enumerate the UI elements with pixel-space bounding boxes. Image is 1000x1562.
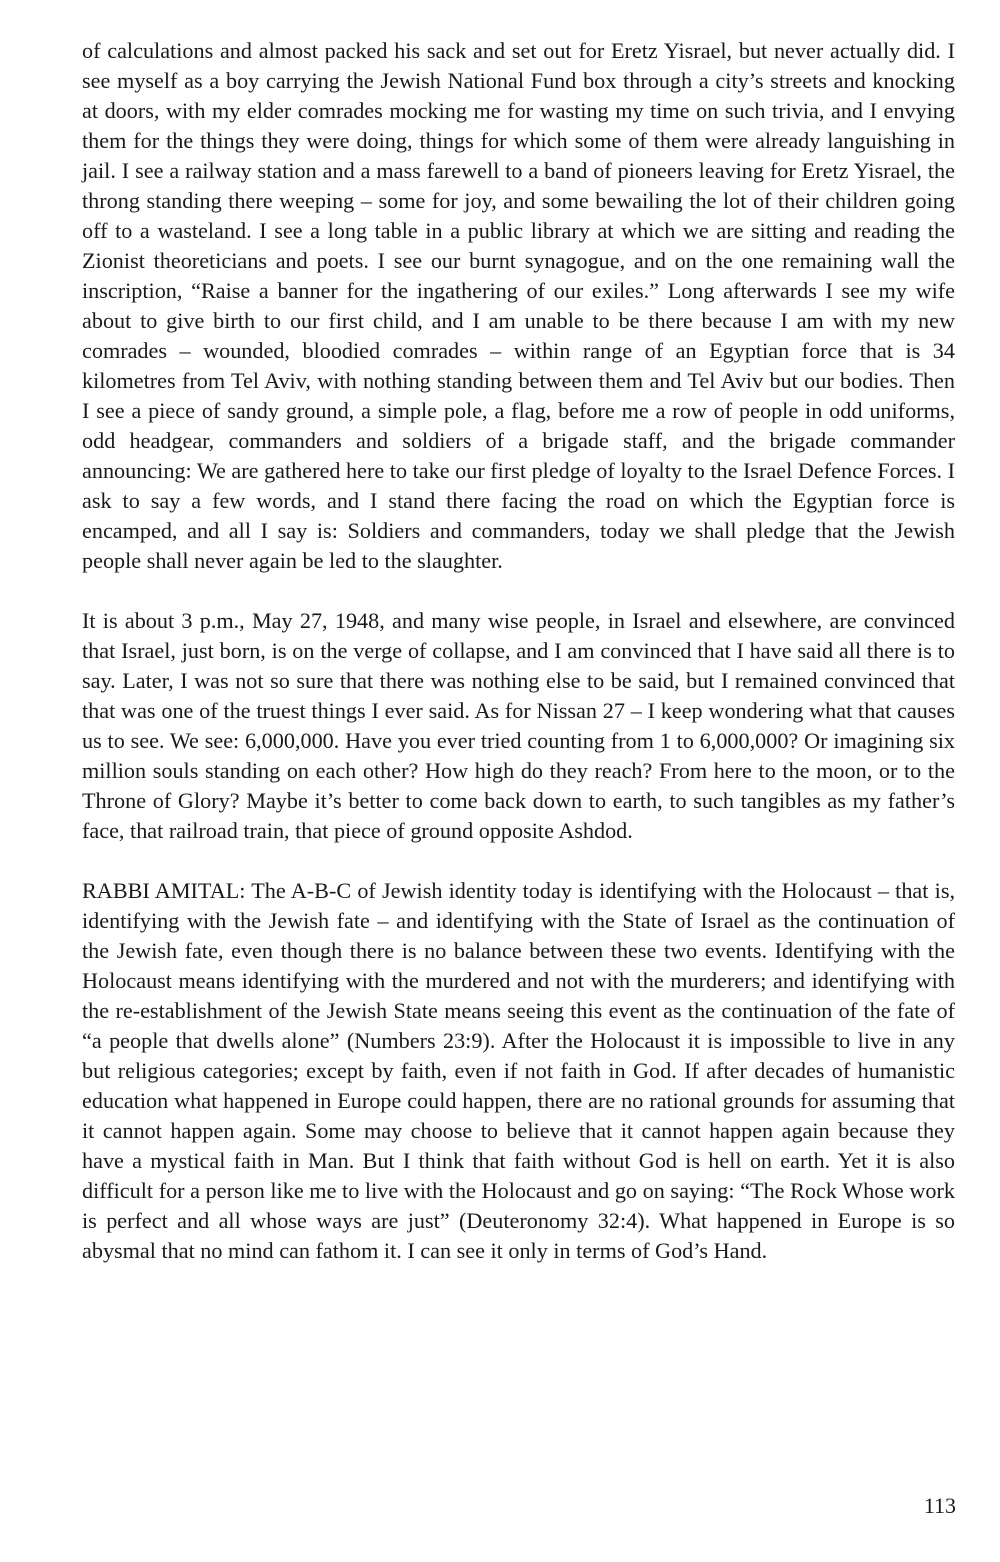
page-number: 113 xyxy=(923,1493,956,1518)
paragraph-may-1948: It is about 3 p.m., May 27, 1948, and many wise people, in Israel and elsewhere, are convinced that Israel, just born, is on the verge of collapse, and I am convinced that I have said all there is to say. Later, I was not so sure that there was nothing else to be said, but I remained convinced that that was one of the truest things I ever said. As for Nissan 27 – I keep wondering what that causes us to see. We see: 6,000,000. Have you ever tried counting from 1 to 6,000,000? Or imagining six million souls standing on each other? How high do they reach? From here to the moon, or to the Throne of Glory? Maybe it’s better to come back down to earth, to such tangibles as my father’s face, that railroad train, that piece of ground opposite Ashdod. xyxy=(82,608,955,843)
paragraph-memoir: of calculations and almost packed his sack and set out for Eretz Yisrael, but never actually did. I see myself as a boy carrying the Jewish National Fund box through a city’s streets and knocking at doors, with my elder comrades mocking me for wasting my time on such trivia, and I envying them for the things they were doing, things for which some of them were already languishing in jail. I see a railway station and a mass farewell to a band of pioneers leaving for Eretz Yisrael, the throng standing there weeping – some for joy, and some bewailing the lot of their children going off to a wasteland. I see a long table in a public library at which we are sitting and reading the Zionist theoreticians and poets. I see our burnt synagogue, and on the one remaining wall the inscription, “Raise a banner for the ingathering of our exiles.” Long afterwards I see my wife about to give birth to our first child, and I am unable to be there because I am with my new comrades – wounded, bloodied comrades – within range of an Egyptian force that is 34 kilometres from Tel Aviv, with nothing standing between them and Tel Aviv but our bodies. Then I see a piece of sandy ground, a simple pole, a flag, before me a row of people in odd uniforms, odd headgear, commanders and soldiers of a brigade staff, and the brigade commander announcing: We are gathered here to take our first pledge of loyalty to the Israel Defence Forces. I ask to say a few words, and I stand there facing the road on which the Egyptian force is encamped, and all I say is: Soldiers and commanders, today we shall pledge that the Jewish people shall never again be led to the slaughter. xyxy=(82,38,955,573)
page-body xyxy=(82,36,955,1296)
paragraph-rabbi-amital: RABBI AMITAL: The A-B-C of Jewish identity today is identifying with the Holocaust – that is, identifying with the Jewish fate – and identifying with the State of Israel as the continuation of the Jewish fate, even though there is no balance between these two events. Identifying with the Holocaust means identifying with the murdered and not with the murderers; and identifying with the re-establishment of the Jewish State means seeing this event as the continuation of the fate of “a people that dwells alone” (Numbers 23:9). After the Holocaust it is impossible to live in any but religious categories; except by faith, even if not faith in God. If after decades of humanistic education what happened in Europe could happen, there are no rational grounds for assuming that it cannot happen again. Some may choose to believe that it cannot happen again because they have a mystical faith in Man. But I think that faith without God is hell on earth. Yet it is also difficult for a person like me to live with the Holocaust and go on saying: “The Rock Whose work is perfect and all whose ways are just” (Deuteronomy 32:4). What happened in Europe is so abysmal that no mind can fathom it. I can see it only in terms of God’s Hand. xyxy=(82,878,955,1263)
